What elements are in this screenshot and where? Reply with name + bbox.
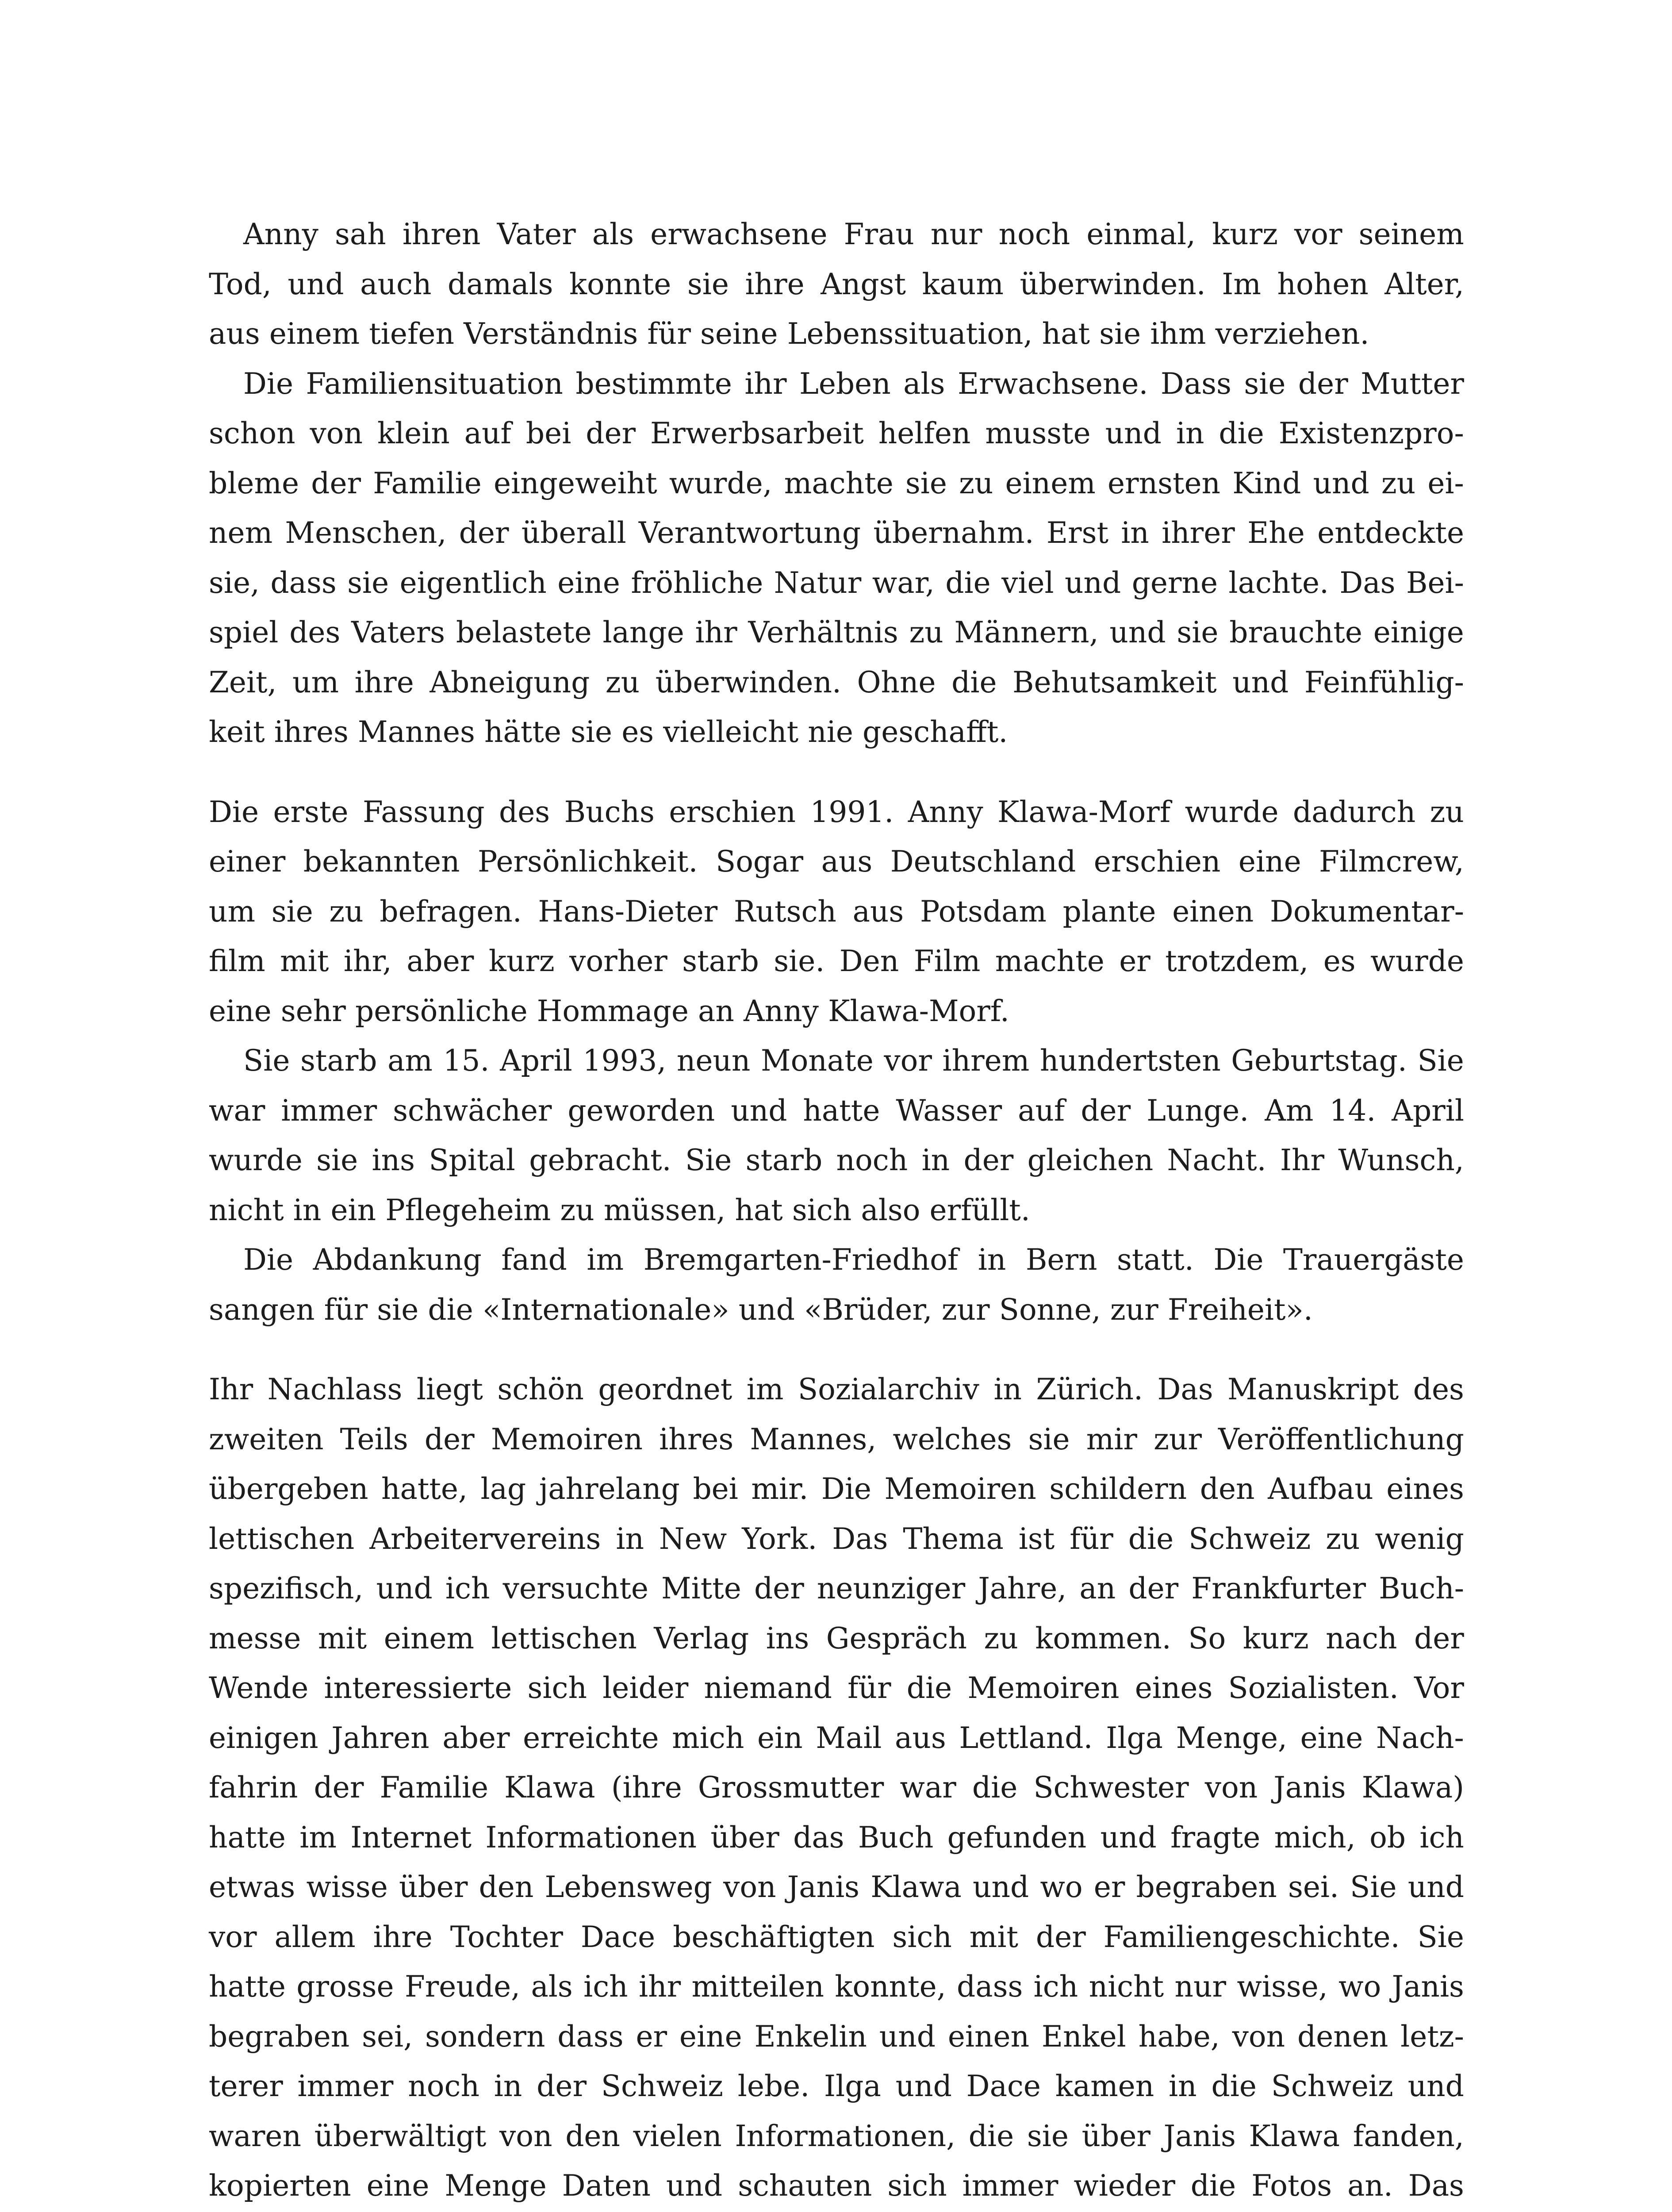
paragraph-gap bbox=[209, 1335, 1464, 1365]
text-line: sie, dass sie eigentlich eine fröhliche Natur war, die viel und gerne lachte. Das Bei- bbox=[209, 565, 1464, 600]
paragraph bbox=[209, 1036, 1464, 1235]
text-line: waren überwältigt von den vielen Informationen, die sie über Janis Klawa fanden, bbox=[209, 2119, 1464, 2153]
text-line: film mit ihr, aber kurz vorher starb sie. Den Film machte er trotzdem, es wurde bbox=[209, 944, 1464, 978]
text-line: aus einem tiefen Verständnis für seine Lebenssituation, hat sie ihm verziehen. bbox=[209, 317, 1369, 351]
text-line: vor allem ihre Tochter Dace beschäftigten sich mit der Familiengeschichte. Sie bbox=[209, 1920, 1464, 1954]
text-line: zweiten Teils der Memoiren ihres Mannes, welches sie mir zur Veröffentlichung bbox=[209, 1422, 1464, 1456]
text-line: Die Familiensituation bestimmte ihr Leben als Erwachsene. Dass sie der Mutter bbox=[243, 366, 1464, 401]
text-line: sangen für sie die «Internationale» und «Brüder, zur Sonne, zur Freiheit». bbox=[209, 1292, 1313, 1327]
text-line: terer immer noch in der Schweiz lebe. Ilga und Dace kamen in die Schweiz und bbox=[209, 2069, 1464, 2103]
paragraph-gap bbox=[209, 757, 1464, 787]
text-line: lettischen Arbeitervereins in New York. Das Thema ist für die Schweiz zu wenig bbox=[209, 1521, 1464, 1556]
paragraph bbox=[209, 1365, 1464, 2212]
text-line: Die Abdankung fand im Bremgarten-Friedhof in Bern statt. Die Trauergäste bbox=[243, 1243, 1464, 1277]
text-line: Zeit, um ihre Abneigung zu überwinden. Ohne die Behutsamkeit und Feinfühlig- bbox=[209, 665, 1464, 699]
text-line: nicht in ein Pflegeheim zu müssen, hat sich also erfüllt. bbox=[209, 1193, 1030, 1227]
text-line: keit ihres Mannes hätte sie es vielleicht nie geschafft. bbox=[209, 715, 1008, 749]
paragraph bbox=[209, 210, 1464, 359]
text-line: etwas wisse über den Lebensweg von Janis Klawa und wo er begraben sei. Sie und bbox=[209, 1870, 1464, 1904]
text-line: Sie starb am 15. April 1993, neun Monate vor ihrem hundertsten Geburtstag. Sie bbox=[243, 1044, 1464, 1078]
text-line: war immer schwächer geworden und hatte Wasser auf der Lunge. Am 14. April bbox=[209, 1093, 1464, 1128]
text-line: spezifisch, und ich versuchte Mitte der neunziger Jahre, an der Frankfurter Buch- bbox=[209, 1571, 1464, 1605]
text-line: Ihr Nachlass liegt schön geordnet im Sozialarchiv in Zürich. Das Manuskript des bbox=[209, 1372, 1464, 1406]
text-line: messe mit einem lettischen Verlag ins Gespräch zu kommen. So kurz nach der bbox=[209, 1621, 1464, 1655]
text-line: spiel des Vaters belastete lange ihr Verhältnis zu Männern, und sie brauchte einige bbox=[209, 615, 1464, 649]
text-line: begraben sei, sondern dass er eine Enkelin und einen Enkel habe, von denen letz- bbox=[209, 2019, 1464, 2054]
text-line: hatte im Internet Informationen über das Buch gefunden und fragte mich, ob ich bbox=[209, 1820, 1464, 1855]
text-line: einer bekannten Persönlichkeit. Sogar aus Deutschland erschien eine Filmcrew, bbox=[209, 845, 1464, 879]
paragraph bbox=[209, 787, 1464, 1037]
text-line: nem Menschen, der überall Verantwortung übernahm. Erst in ihrer Ehe entdeckte bbox=[209, 516, 1464, 550]
text-line: wurde sie ins Spital gebracht. Sie starb noch in der gleichen Nacht. Ihr Wunsch, bbox=[209, 1143, 1464, 1177]
text-line: einigen Jahren aber erreichte mich ein Mail aus Lettland. Ilga Menge, eine Nach- bbox=[209, 1720, 1464, 1755]
text-line: Tod, und auch damals konnte sie ihre Angst kaum überwinden. Im hohen Alter, bbox=[209, 267, 1464, 301]
text-line: hatte grosse Freude, als ich ihr mitteilen konnte, dass ich nicht nur wisse, wo Janis bbox=[209, 1970, 1464, 2004]
text-line: schon von klein auf bei der Erwerbsarbeit helfen musste und in die Existenzpro- bbox=[209, 416, 1464, 450]
text-line: übergeben hatte, lag jahrelang bei mir. Die Memoiren schildern den Aufbau eines bbox=[209, 1472, 1464, 1506]
text-line: bleme der Familie eingeweiht wurde, machte sie zu einem ernsten Kind und zu ei- bbox=[209, 466, 1464, 500]
text-line: eine sehr persönliche Hommage an Anny Klawa-Morf. bbox=[209, 994, 1009, 1028]
text-line: Die erste Fassung des Buchs erschien 1991. Anny Klawa-Morf wurde dadurch zu bbox=[209, 795, 1464, 829]
text-line: kopierten eine Menge Daten und schauten sich immer wieder die Fotos an. Das bbox=[209, 2169, 1464, 2203]
text-line: Wende interessierte sich leider niemand für die Memoiren eines Sozialisten. Vor bbox=[209, 1671, 1464, 1705]
paragraph bbox=[209, 1235, 1464, 1335]
text-line: fahrin der Familie Klawa (ihre Grossmutter war die Schwester von Janis Klawa) bbox=[209, 1770, 1464, 1805]
body-text bbox=[209, 210, 1464, 2212]
paragraph bbox=[209, 359, 1464, 757]
text-line: Anny sah ihren Vater als erwachsene Frau nur noch einmal, kurz vor seinem bbox=[243, 217, 1464, 251]
text-line: um sie zu befragen. Hans-Dieter Rutsch aus Potsdam plante einen Dokumentar- bbox=[209, 894, 1464, 929]
